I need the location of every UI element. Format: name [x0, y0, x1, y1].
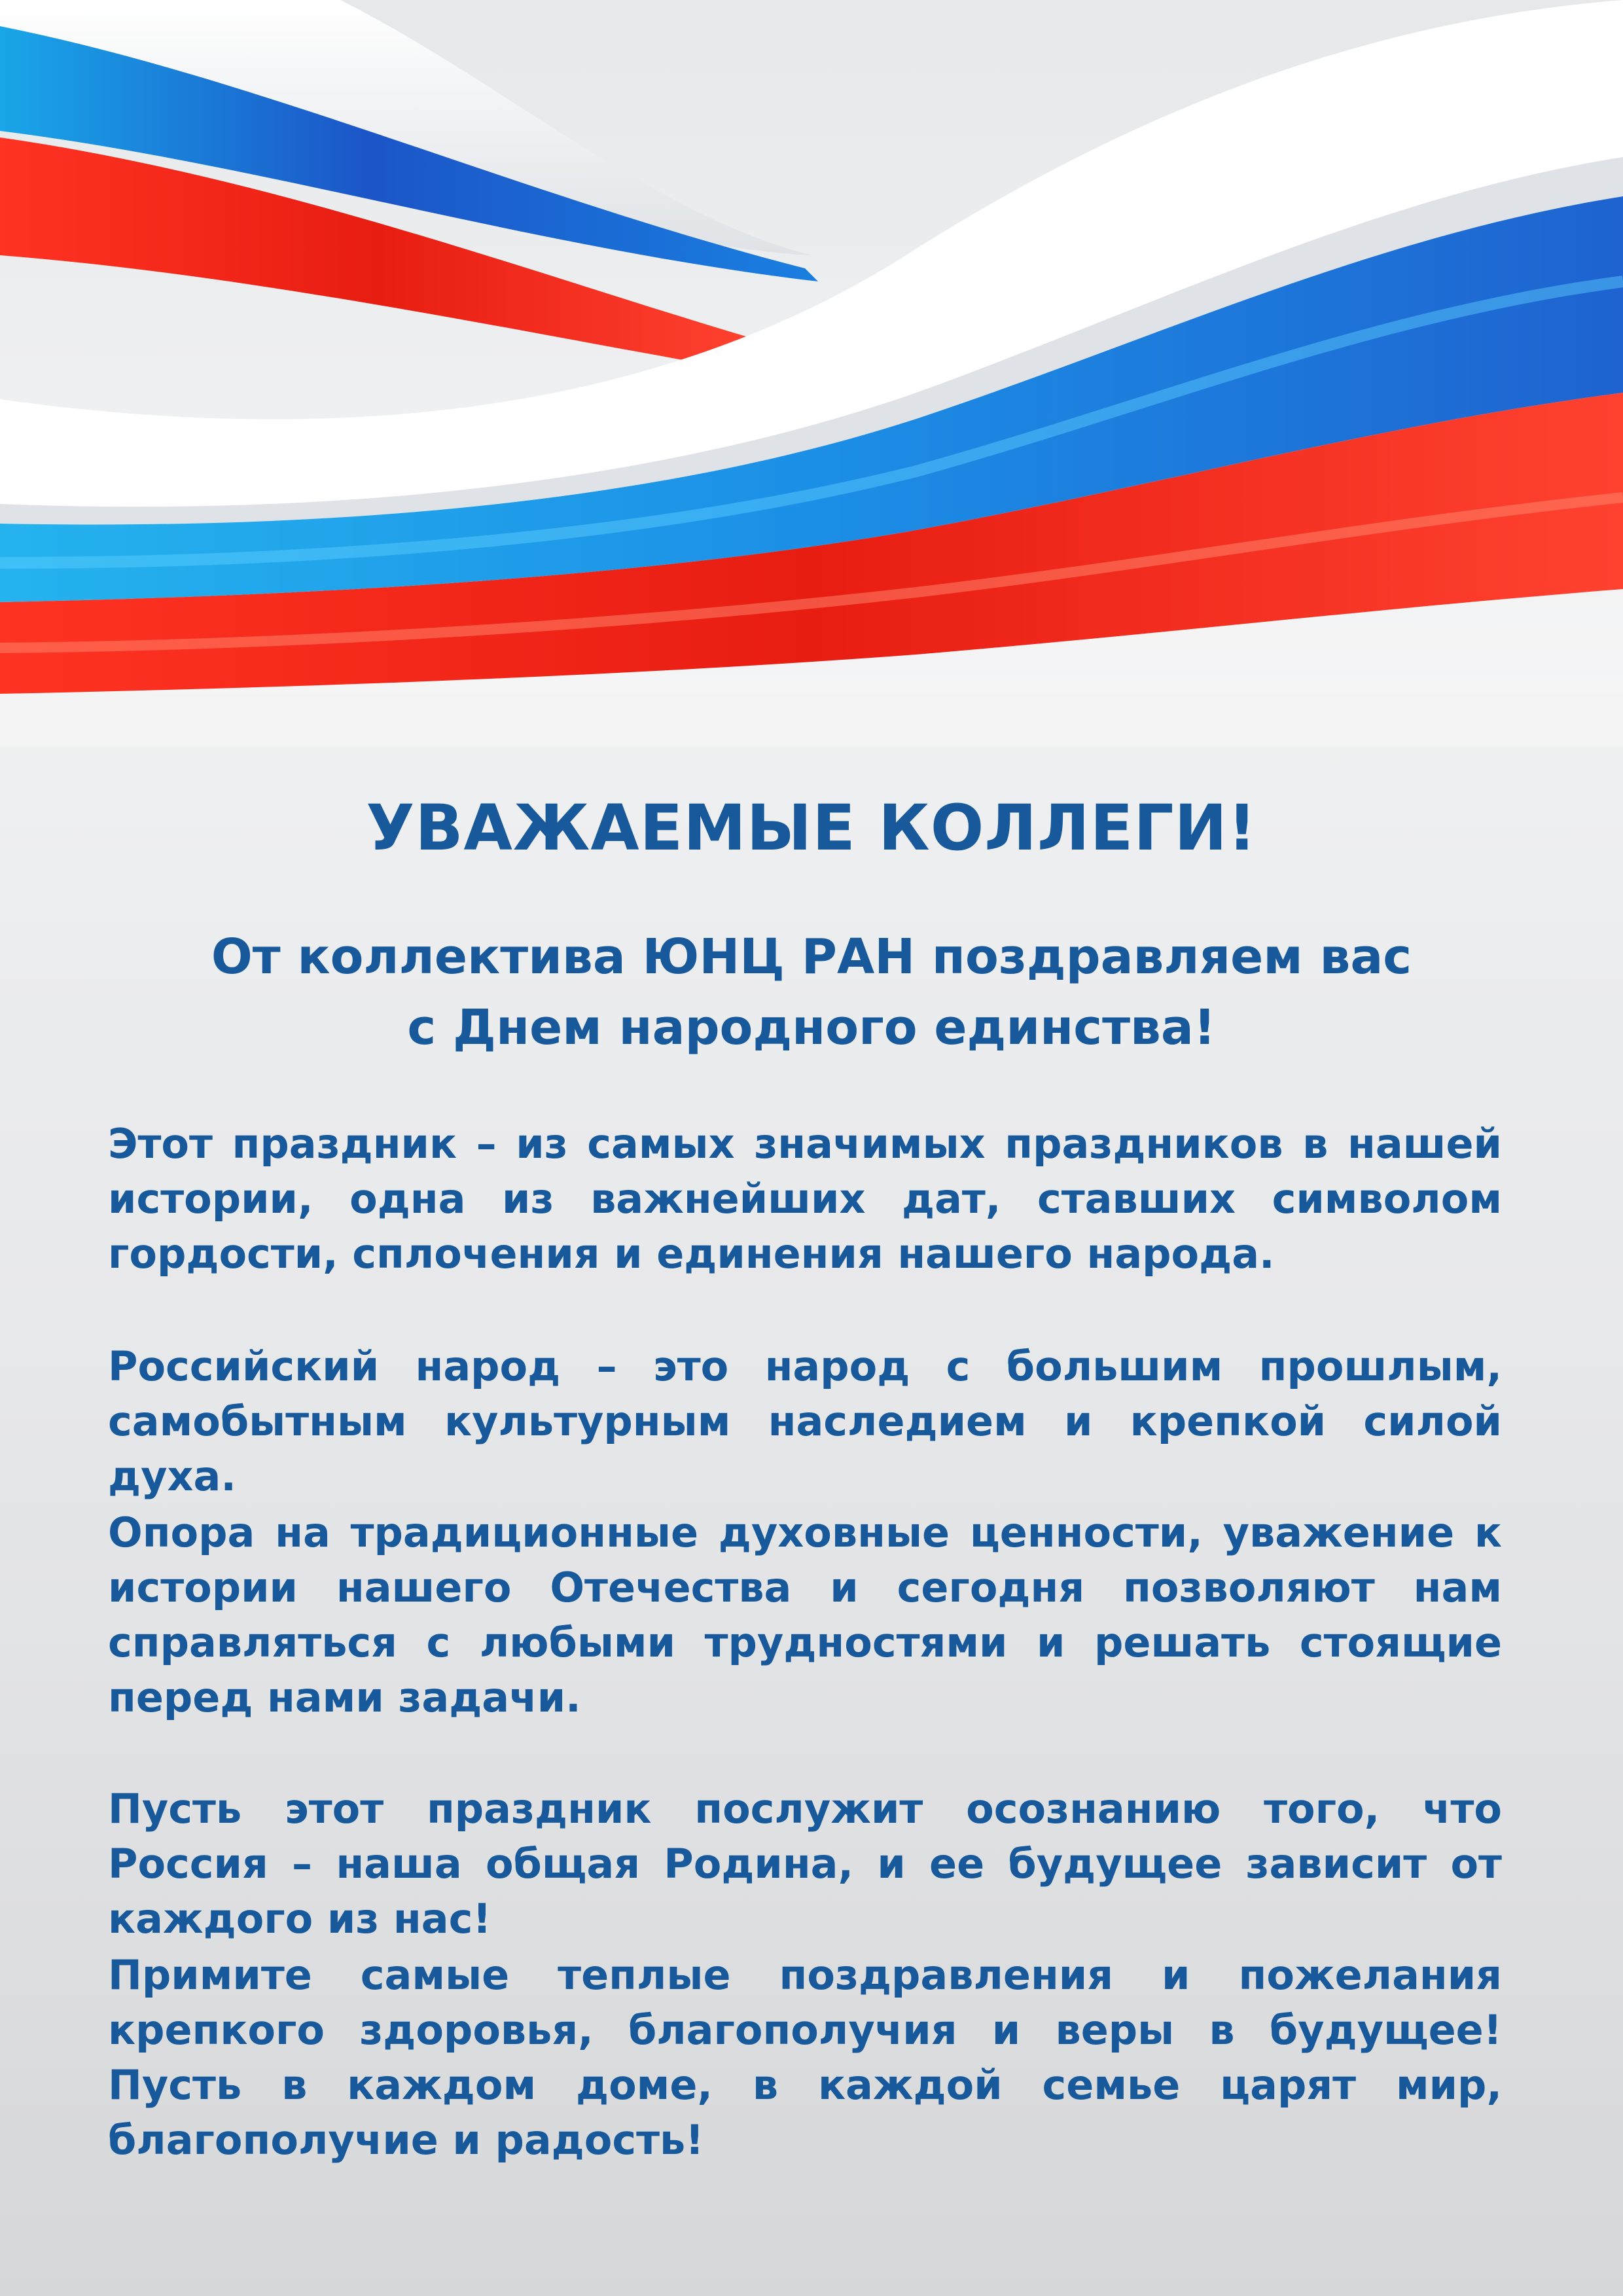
congratulation-subheading [0, 922, 1623, 1063]
paragraph-3: Опора на традиционные духовные ценности, уважение к истории нашего Отечества и сегодня позволяют нам справляться с любыми трудностями и решать стоящие перед нами задачи. [108, 1509, 1502, 1721]
paragraph-5: Примите самые теплые поздравления и пожелания крепкого здоровья, благополучия и веры в будущее! Пусть в каждом доме, в каждой семье царят мир, благополучие и радость! [108, 1951, 1502, 2164]
greeting-heading: УВАЖАЕМЫЕ КОЛЛЕГИ! [366, 791, 1257, 865]
paragraph-2: Российский народ – это народ с большим прошлым, самобытным культурным наследием и крепкой силой духа. [108, 1342, 1502, 1500]
subheading-line-2: с Днем народного единства! [407, 999, 1216, 1056]
subheading-line-1: От коллектива ЮНЦ РАН поздравляем вас [211, 929, 1412, 985]
paragraph-1: Этот праздник – из самых значимых праздников в нашей истории, одна из важнейших дат, ставших символом гордости, сплочения и единения нашего народа. [108, 1120, 1502, 1278]
paragraph-4: Пусть этот праздник послужит осознанию того, что Россия – наша общая Родина, и ее будущее зависит от каждого из нас! [108, 1785, 1502, 1943]
